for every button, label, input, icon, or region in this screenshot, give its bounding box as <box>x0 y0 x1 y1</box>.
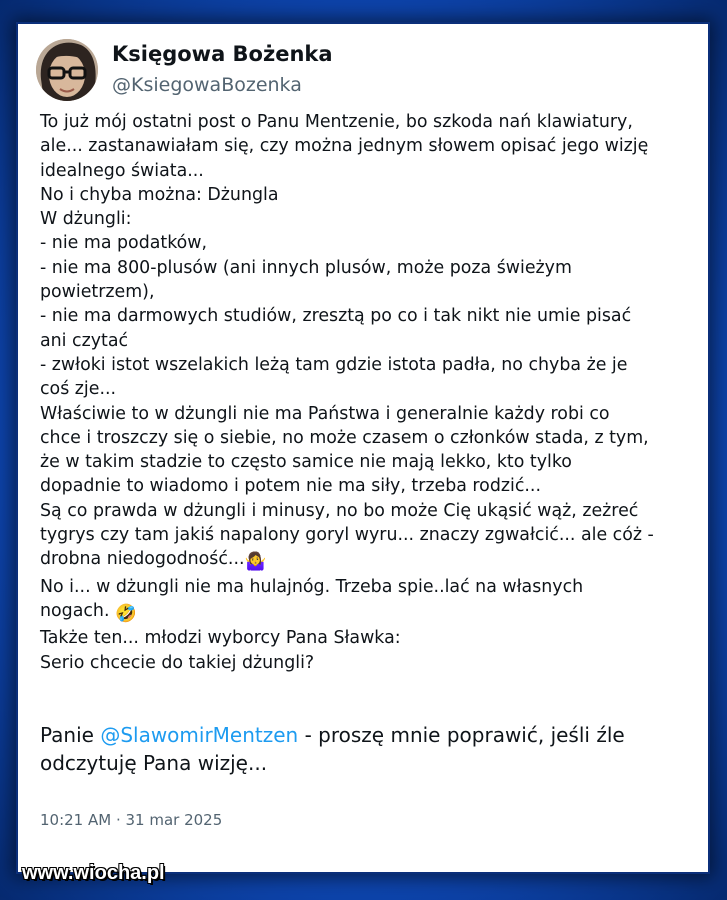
tweet-card <box>18 24 708 872</box>
tweet-final-paragraph <box>40 721 690 777</box>
tweet-line: coś zje... <box>40 379 117 400</box>
tweet-line: powietrzem), <box>40 282 155 303</box>
shrug-emoji-icon: 🤷‍♀️ <box>244 552 267 573</box>
tweet-line: chce i troszczy się o siebie, no może czasem o członków stada, z tym, <box>40 427 649 448</box>
tweet-line: W dżungli: <box>40 209 132 230</box>
tweet-line-text: drobna niedogodność... <box>40 549 245 570</box>
avatar[interactable] <box>36 39 98 101</box>
tweet-line: - nie ma darmowych studiów, zresztą po co i tak nikt nie umie pisać <box>40 306 632 327</box>
laughing-emoji-icon: 🤣 <box>115 603 137 624</box>
final-prefix: Panie <box>40 723 101 747</box>
tweet-line: tygrys czy tam jakiś napalony goryl wyru... znaczy zgwałcić... ale cóż - <box>40 525 654 546</box>
tweet-line <box>40 547 690 574</box>
final-suffix: - proszę mnie poprawić, jeśli źle <box>298 723 625 747</box>
tweet-line: - nie ma 800-plusów (ani innych plusów, może poza świeżym <box>40 257 572 278</box>
tweet-line: Właściwie to w dżungli nie ma Państwa i generalnie każdy robi co <box>40 403 610 424</box>
tweet-line: - zwłoki istot wszelakich leżą tam gdzie istota padła, no chyba że je <box>40 354 628 375</box>
tweet-final-line <box>40 721 690 749</box>
avatar-image-icon <box>36 39 98 101</box>
tweet-line: że w takim stadzie to często samice nie mają lekko, kto tylko <box>40 452 572 473</box>
tweet-line: No i chyba można: Dżungla <box>40 184 279 205</box>
tweet-line: ale... zastanawiałam się, czy można jednym słowem opisać jego wizję <box>40 136 649 157</box>
author-handle[interactable]: @KsiegowaBozenka <box>112 74 302 96</box>
tweet-line <box>40 599 690 626</box>
tweet-line: Także ten... młodzi wyborcy Pana Sławka: <box>40 628 401 649</box>
mention-link[interactable]: @SlawomirMentzen <box>100 723 299 747</box>
tweet-line: Serio chcecie do takiej dżungli? <box>40 652 315 673</box>
tweet-line: No i... w dżungli nie ma hulajnóg. Trzeba spie..lać na własnych <box>40 576 584 597</box>
tweet-line: idealnego świata... <box>40 160 204 181</box>
tweet-line: dopadnie to wiadomo i potem nie ma siły, trzeba rodzić... <box>40 476 541 497</box>
tweet-final-line: odczytuję Pana wizję... <box>40 751 268 775</box>
watermark: www.wiocha.pl <box>22 862 165 884</box>
tweet-line: - nie ma podatków, <box>40 233 208 254</box>
tweet-line: ani czytać <box>40 330 129 351</box>
tweet-line: Są co prawda w dżungli i minusy, no bo może Cię ukąsić wąż, zeżreć <box>40 500 639 521</box>
tweet-body <box>40 110 690 675</box>
tweet-line: To już mój ostatni post o Panu Mentzenie, bo szkoda nań klawiatury, <box>40 112 633 132</box>
author-name[interactable]: Księgowa Bożenka <box>112 42 333 66</box>
tweet-timestamp[interactable]: 10:21 AM · 31 mar 2025 <box>40 811 223 829</box>
tweet-line-text: nogach. <box>40 600 110 621</box>
